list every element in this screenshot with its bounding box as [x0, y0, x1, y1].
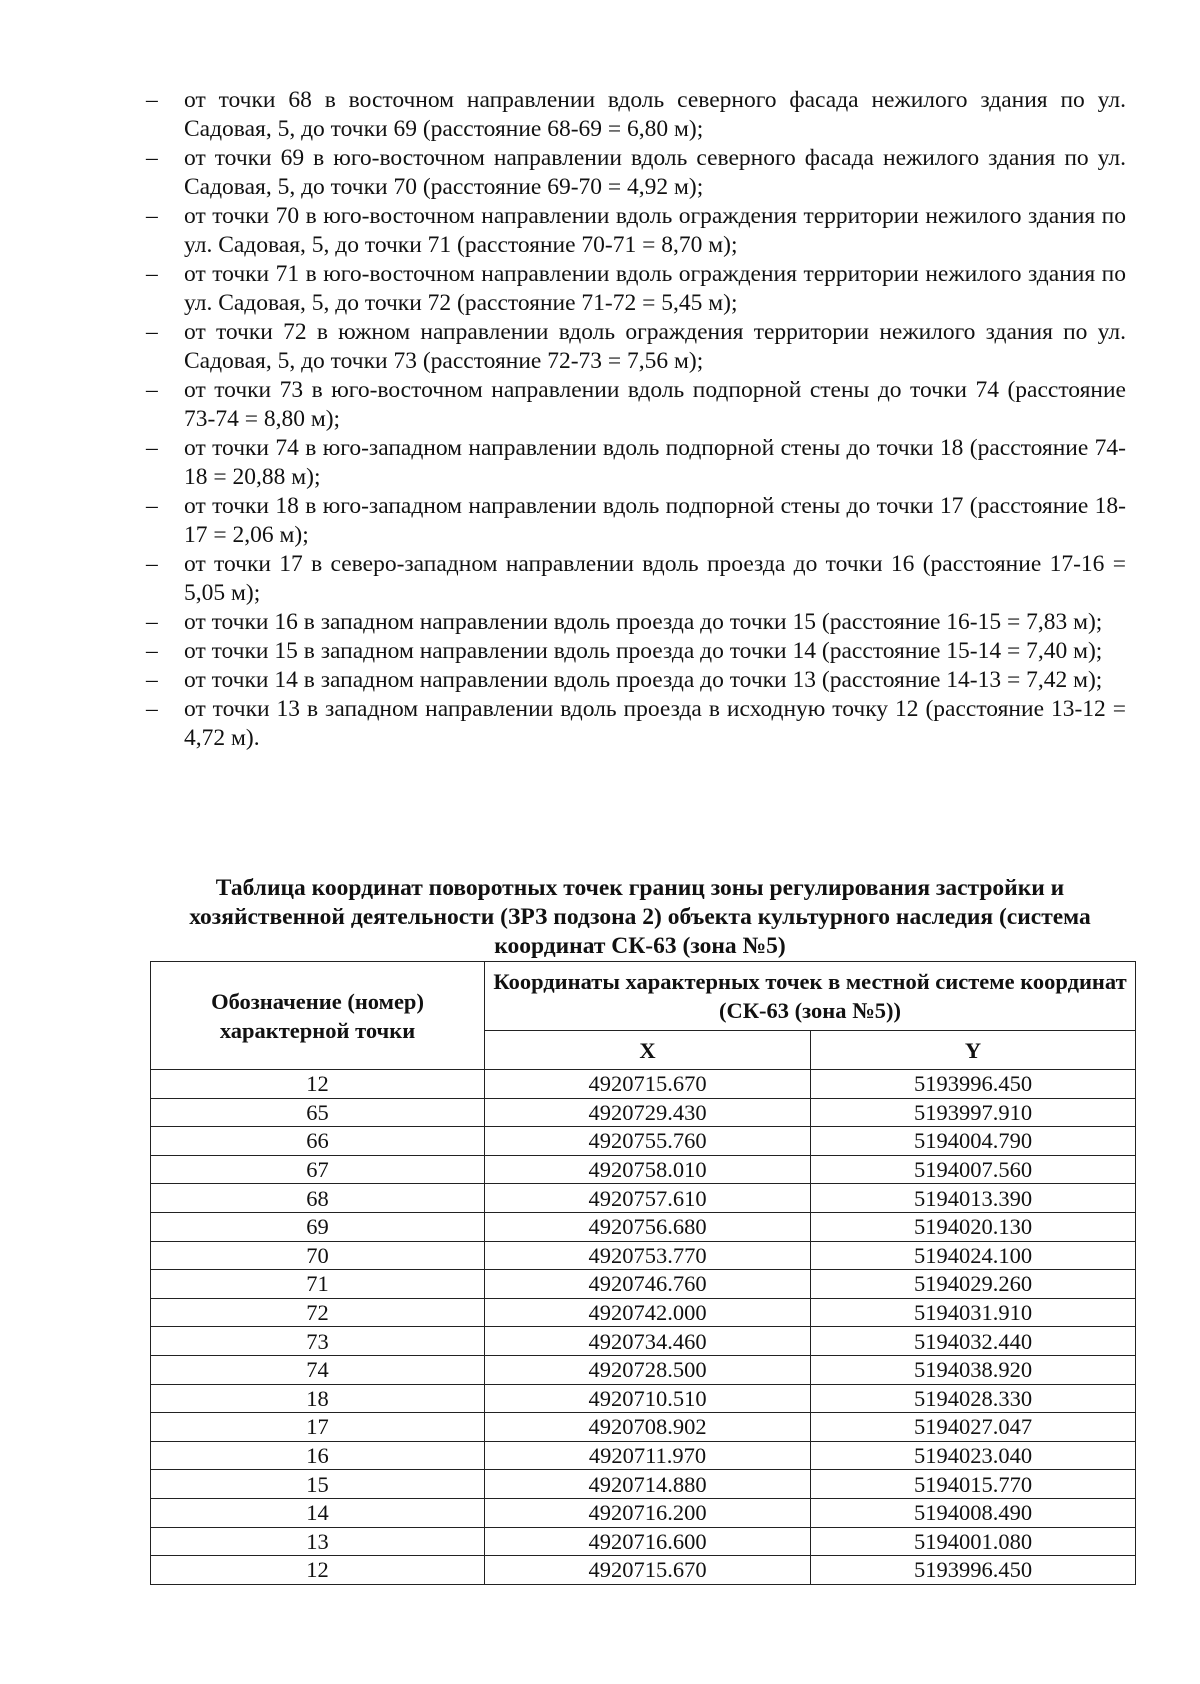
table-row: [151, 1413, 1136, 1442]
y-coordinate-cell: 5194015.770: [811, 1470, 1136, 1499]
x-coordinate-cell: 4920729.430: [485, 1098, 811, 1127]
point-number-cell: 66: [151, 1127, 485, 1156]
point-number-cell: 69: [151, 1212, 485, 1241]
list-item: [146, 376, 1126, 434]
coordinates-table: [150, 961, 1136, 1585]
y-coordinate-cell: 5194007.560: [811, 1155, 1136, 1184]
list-item: [146, 144, 1126, 202]
list-item: [146, 608, 1126, 637]
point-number-cell: 71: [151, 1270, 485, 1299]
point-number-cell: 12: [151, 1556, 485, 1585]
list-item-text: от точки 17 в северо-западном направлении вдоль проезда до точки 16 (расстояние 17-16 = 5,05 м);: [184, 551, 1126, 606]
list-dash: –: [146, 667, 158, 693]
x-coordinate-cell: 4920746.760: [485, 1270, 811, 1299]
x-coordinate-cell: 4920711.970: [485, 1441, 811, 1470]
point-number-cell: 17: [151, 1413, 485, 1442]
x-coordinate-cell: 4920715.670: [485, 1070, 811, 1099]
table-row: [151, 1155, 1136, 1184]
point-number-cell: 16: [151, 1441, 485, 1470]
header-x: X: [485, 1031, 811, 1070]
point-number-cell: 65: [151, 1098, 485, 1127]
list-item: [146, 434, 1126, 492]
list-item: [146, 202, 1126, 260]
y-coordinate-cell: 5194020.130: [811, 1212, 1136, 1241]
x-coordinate-cell: 4920728.500: [485, 1355, 811, 1384]
list-dash: –: [146, 261, 158, 287]
list-item-text: от точки 69 в юго-восточном направлении вдоль северного фасада нежилого здания по ул. Садовая, 5, до точки 70 (расстояние 69-70 = 4,92 м);: [184, 145, 1126, 200]
list-item-text: от точки 70 в юго-восточном направлении вдоль ограждения территории нежилого здания по ул. Садовая, 5, до точки 71 (расстояние 70-71 = 8,70 м);: [184, 203, 1126, 258]
table-row: [151, 1470, 1136, 1499]
list-dash: –: [146, 609, 158, 635]
list-item: [146, 550, 1126, 608]
point-number-cell: 14: [151, 1498, 485, 1527]
y-coordinate-cell: 5194038.920: [811, 1355, 1136, 1384]
x-coordinate-cell: 4920753.770: [485, 1241, 811, 1270]
y-coordinate-cell: 5194031.910: [811, 1298, 1136, 1327]
y-coordinate-cell: 5193997.910: [811, 1098, 1136, 1127]
list-item-text: от точки 71 в юго-восточном направлении вдоль ограждения территории нежилого здания по ул. Садовая, 5, до точки 72 (расстояние 71-72 = 5,45 м);: [184, 261, 1126, 316]
list-item-text: от точки 72 в южном направлении вдоль ограждения территории нежилого здания по ул. Садовая, 5, до точки 73 (расстояние 72-73 = 7,56 м);: [184, 319, 1126, 374]
list-item-text: от точки 13 в западном направлении вдоль проезда в исходную точку 12 (расстояние 13-12 = 4,72 м).: [184, 696, 1126, 751]
header-point-designation: Обозначение (номер) характерной точки: [151, 962, 485, 1070]
x-coordinate-cell: 4920714.880: [485, 1470, 811, 1499]
table-row: [151, 1355, 1136, 1384]
list-item: [146, 318, 1126, 376]
y-coordinate-cell: 5194027.047: [811, 1413, 1136, 1442]
list-dash: –: [146, 493, 158, 519]
list-dash: –: [146, 145, 158, 171]
y-coordinate-cell: 5194032.440: [811, 1327, 1136, 1356]
y-coordinate-cell: 5194024.100: [811, 1241, 1136, 1270]
list-dash: –: [146, 203, 158, 229]
x-coordinate-cell: 4920755.760: [485, 1127, 811, 1156]
y-coordinate-cell: 5194029.260: [811, 1270, 1136, 1299]
list-item: [146, 86, 1126, 144]
list-item: [146, 637, 1126, 666]
point-number-cell: 74: [151, 1355, 485, 1384]
y-coordinate-cell: 5194023.040: [811, 1441, 1136, 1470]
point-number-cell: 13: [151, 1527, 485, 1556]
table-row: [151, 1098, 1136, 1127]
list-dash: –: [146, 696, 158, 722]
y-coordinate-cell: 5194013.390: [811, 1184, 1136, 1213]
table-row: [151, 1441, 1136, 1470]
table-caption: Таблица координат поворотных точек границ зоны регулирования застройки и хозяйственной деятельности (ЗРЗ подзона 2) объекта культурного наследия (система координат СК-63 (зона №5): [189, 875, 1091, 959]
boundary-description-list: [146, 86, 1126, 753]
list-dash: –: [146, 87, 158, 113]
point-number-cell: 12: [151, 1070, 485, 1099]
point-number-cell: 18: [151, 1384, 485, 1413]
list-dash: –: [146, 319, 158, 345]
y-coordinate-cell: 5194028.330: [811, 1384, 1136, 1413]
x-coordinate-cell: 4920756.680: [485, 1212, 811, 1241]
point-number-cell: 15: [151, 1470, 485, 1499]
table-row: [151, 1556, 1136, 1585]
list-dash: –: [146, 377, 158, 403]
table-row: [151, 1498, 1136, 1527]
x-coordinate-cell: 4920734.460: [485, 1327, 811, 1356]
point-number-cell: 68: [151, 1184, 485, 1213]
y-coordinate-cell: 5194008.490: [811, 1498, 1136, 1527]
point-number-cell: 72: [151, 1298, 485, 1327]
table-row: [151, 1127, 1136, 1156]
table-row: [151, 1070, 1136, 1099]
header-y: Y: [811, 1031, 1136, 1070]
list-dash: –: [146, 638, 158, 664]
list-item-text: от точки 73 в юго-восточном направлении вдоль подпорной стены до точки 74 (расстояние 73-74 = 8,80 м);: [184, 377, 1126, 432]
table-row: [151, 1527, 1136, 1556]
table-row: [151, 1384, 1136, 1413]
point-number-cell: 70: [151, 1241, 485, 1270]
x-coordinate-cell: 4920710.510: [485, 1384, 811, 1413]
table-row: [151, 1241, 1136, 1270]
list-item: [146, 492, 1126, 550]
x-coordinate-cell: 4920716.600: [485, 1527, 811, 1556]
list-item-text: от точки 16 в западном направлении вдоль проезда до точки 15 (расстояние 16-15 = 7,83 м);: [184, 609, 1103, 635]
list-item-text: от точки 14 в западном направлении вдоль проезда до точки 13 (расстояние 14-13 = 7,42 м);: [184, 667, 1103, 693]
list-item: [146, 695, 1126, 753]
header-coordinates: Координаты характерных точек в местной системе координат (СК-63 (зона №5)): [485, 962, 1136, 1031]
list-item-text: от точки 15 в западном направлении вдоль проезда до точки 14 (расстояние 15-14 = 7,40 м);: [184, 638, 1103, 664]
x-coordinate-cell: 4920742.000: [485, 1298, 811, 1327]
table-row: [151, 1212, 1136, 1241]
list-item-text: от точки 74 в юго-западном направлении вдоль подпорной стены до точки 18 (расстояние 74-18 = 20,88 м);: [184, 435, 1126, 490]
list-item: [146, 666, 1126, 695]
x-coordinate-cell: 4920708.902: [485, 1413, 811, 1442]
list-item: [146, 260, 1126, 318]
y-coordinate-cell: 5193996.450: [811, 1556, 1136, 1585]
list-item-text: от точки 68 в восточном направлении вдоль северного фасада нежилого здания по ул. Садовая, 5, до точки 69 (расстояние 68-69 = 6,80 м);: [184, 87, 1126, 142]
x-coordinate-cell: 4920758.010: [485, 1155, 811, 1184]
y-coordinate-cell: 5194004.790: [811, 1127, 1136, 1156]
list-item-text: от точки 18 в юго-западном направлении вдоль подпорной стены до точки 17 (расстояние 18-17 = 2,06 м);: [184, 493, 1126, 548]
x-coordinate-cell: 4920715.670: [485, 1556, 811, 1585]
table-row: [151, 1184, 1136, 1213]
y-coordinate-cell: 5194001.080: [811, 1527, 1136, 1556]
y-coordinate-cell: 5193996.450: [811, 1070, 1136, 1099]
point-number-cell: 67: [151, 1155, 485, 1184]
table-row: [151, 1298, 1136, 1327]
x-coordinate-cell: 4920716.200: [485, 1498, 811, 1527]
list-dash: –: [146, 551, 158, 577]
point-number-cell: 73: [151, 1327, 485, 1356]
table-row: [151, 1327, 1136, 1356]
list-dash: –: [146, 435, 158, 461]
table-row: [151, 1270, 1136, 1299]
x-coordinate-cell: 4920757.610: [485, 1184, 811, 1213]
